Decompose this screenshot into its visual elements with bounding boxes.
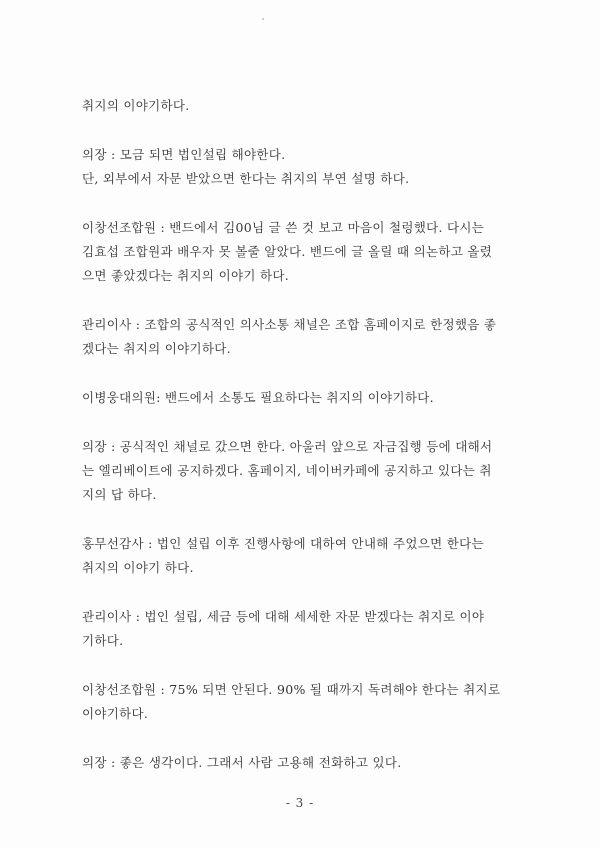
text-line: 지의 답 하다. [82, 487, 157, 502]
page-number: - 3 - [285, 796, 315, 810]
paragraph [82, 605, 522, 653]
minutes-body [82, 94, 522, 800]
text-line: 의장 : 좋은 생각이다. 그래서 사람 고용해 전화하고 있다. [82, 755, 402, 770]
text-line: 는 엘리베이트에 공지하겠다. 홈페이지, 네이버카페에 공지하고 있다는 취 [82, 463, 492, 478]
text-line: 으면 좋았겠다는 취지의 이야기 하다. [82, 268, 289, 283]
paragraph [82, 94, 522, 118]
paragraph [82, 532, 522, 580]
text-line: 관리이사 : 법인 설립, 세금 등에 대해 세세한 자문 받겠다는 취지로 이야 [82, 609, 485, 624]
text-line: 김효섭 조합원과 배우자 못 볼줄 알았다. 밴드에 글 올릴 때 의논하고 올렸 [82, 244, 493, 259]
text-line: 관리이사 : 조합의 공식적인 의사소통 채널은 조합 홈페이지로 한정했음 좋 [82, 317, 497, 332]
text-line: 단, 외부에서 자문 받았으면 한다는 취지의 부연 설명 하다. [82, 171, 410, 186]
paragraph [82, 751, 522, 775]
text-line: 의장 : 모금 되면 법인설립 해야한다. [82, 147, 286, 162]
paragraph [82, 143, 522, 191]
text-line: 의장 : 공식적인 채널로 갔으면 한다. 아울러 앞으로 자금집행 등에 대해서 [82, 439, 493, 454]
paragraph [82, 216, 522, 288]
paragraph [82, 678, 522, 726]
text-line: 기하다. [82, 633, 124, 648]
paragraph [82, 313, 522, 361]
text-line: 이야기하다. [82, 706, 149, 721]
text-line: 이창선조합원 : 75% 되면 안된다. 90% 될 때까지 독려해야 한다는 취지로 [82, 682, 501, 697]
text-line: 이창선조합원 : 밴드에서 김00님 글 쓴 것 보고 마음이 철렁했다. 다시는 [82, 220, 485, 235]
text-line: 겠다는 취지의 이야기하다. [82, 341, 231, 356]
text-line: 취지의 이야기하다. [82, 98, 190, 113]
paragraph [82, 435, 522, 507]
text-line: 이병웅대의원: 밴드에서 소통도 필요하다는 취지의 이야기하다. [82, 390, 434, 405]
scan-speck [262, 18, 264, 20]
text-line: 취지의 이야기 하다. [82, 560, 194, 575]
paragraph [82, 386, 522, 410]
text-line: 홍무선감사 : 법인 설립 이후 진행사항에 대하여 안내해 주었으면 한다는 [82, 536, 484, 551]
